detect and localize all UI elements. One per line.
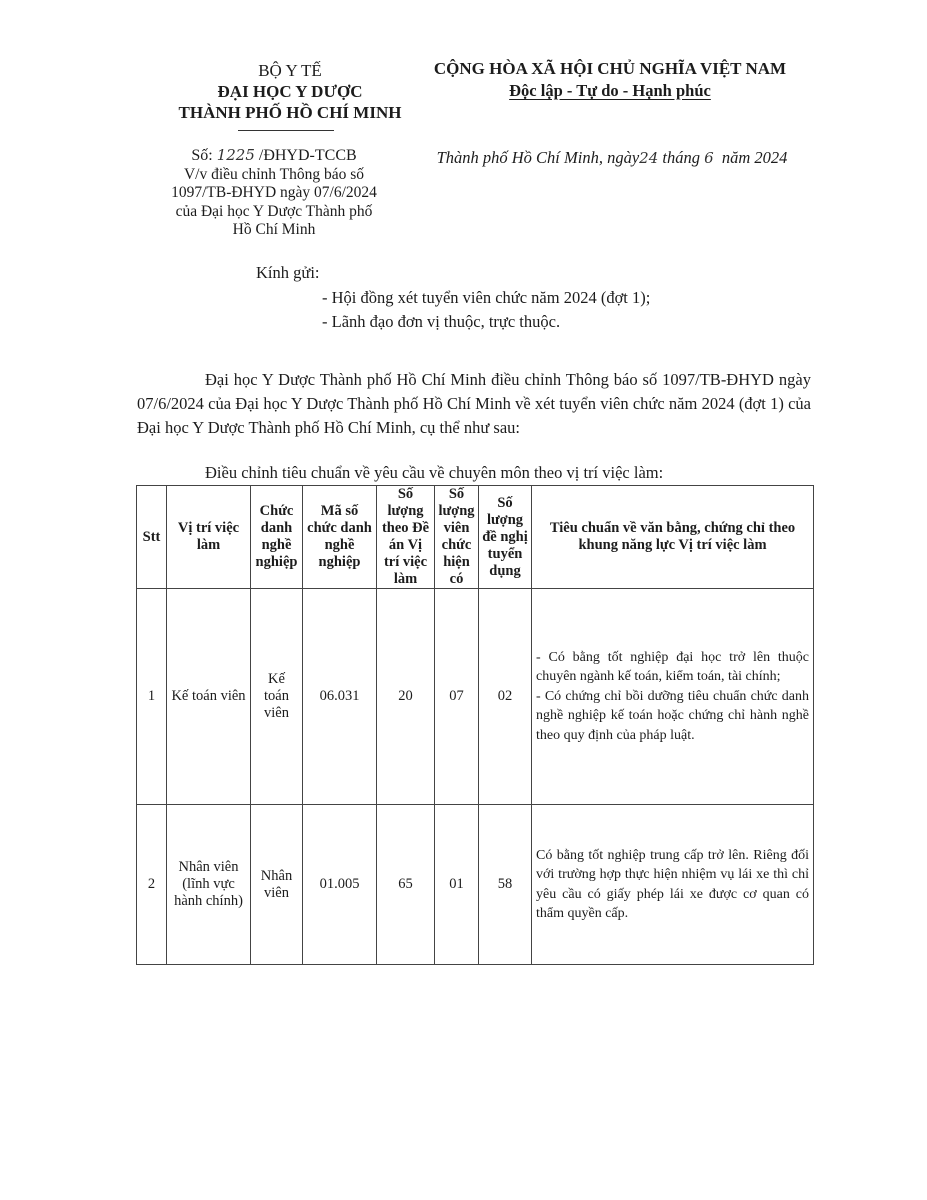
header-divider [238, 130, 334, 131]
cell-planned: 20 [377, 589, 435, 805]
recipient-item: - Lãnh đạo đơn vị thuộc, trực thuộc. [322, 312, 561, 331]
cell-stt: 2 [137, 805, 167, 965]
national-header [410, 58, 810, 102]
issuer-header [150, 60, 430, 123]
university-name-line1: ĐẠI HỌC Y DƯỢC [217, 82, 363, 101]
recipient-item: - Hội đồng xét tuyển viên chức năm 2024 (đợt 1); [322, 288, 651, 307]
subject-line: 1097/TB-ĐHYD ngày 07/6/2024 [171, 184, 377, 201]
standard-item: Có bằng tốt nghiệp trung cấp trở lên. Riêng đối với trường hợp thực hiện nhiệm vụ lái xe thì chỉ yêu cầu có giấy phép lái xe được cơ quan có thẩm quyền cấp. [536, 847, 809, 921]
standard-item: - Có chứng chỉ bồi dưỡng tiêu chuẩn chức danh nghề nghiệp kế toán hoặc chứng chỉ hành nghề theo quy định của pháp luật. [536, 688, 809, 743]
cell-proposed: 02 [479, 589, 532, 805]
cell-current: 07 [435, 589, 479, 805]
header-planned: Số lượng theo Đề án Vị trí việc làm [377, 486, 435, 589]
cell-code: 01.005 [303, 805, 377, 965]
document-reference [128, 146, 420, 240]
subject-line: V/v điều chỉnh Thông báo số [183, 165, 365, 183]
cell-stt: 1 [137, 589, 167, 805]
cell-standard [532, 589, 814, 805]
cell-code: 06.031 [303, 589, 377, 805]
cell-standard [532, 805, 814, 965]
adjustment-intro: Điều chỉnh tiêu chuẩn về yêu cầu về chuyên môn theo vị trí việc làm: [205, 463, 664, 482]
document-number [128, 146, 420, 166]
year-label: năm 2024 [721, 148, 788, 167]
table-header-row [137, 486, 814, 589]
header-standard: Tiêu chuẩn về văn bằng, chứng chỉ theo khung năng lực Vị trí việc làm [532, 486, 814, 589]
standard-item: - Có bằng tốt nghiệp đại học trở lên thuộc chuyên ngành kế toán, kiểm toán, tài chính; [536, 649, 809, 685]
number-suffix: /ĐHYD-TCCB [258, 147, 357, 164]
handwritten-number: 1225 [216, 146, 255, 164]
header-code: Mã số chức danh nghề nghiệp [303, 486, 377, 589]
header-stt: Stt [137, 486, 167, 589]
subject-line: của Đại học Y Dược Thành phố [175, 202, 373, 220]
table-row [137, 589, 814, 805]
greeting: Kính gửi: [256, 263, 320, 282]
cell-proposed: 58 [479, 805, 532, 965]
header-position: Vị trí việc làm [167, 486, 251, 589]
ministry-name: BỘ Y TẾ [258, 61, 322, 80]
month-label: tháng [662, 148, 700, 167]
cell-current: 01 [435, 805, 479, 965]
issue-date [412, 148, 812, 168]
cell-position: Kế toán viên [167, 589, 251, 805]
table-row [137, 805, 814, 965]
nation-title: CỘNG HÒA XÃ HỘI CHỦ NGHĨA VIỆT NAM [433, 59, 787, 78]
handwritten-day: 24 [639, 149, 659, 167]
job-standards-table [136, 485, 814, 965]
university-name-line2: THÀNH PHỐ HỒ CHÍ MINH [178, 103, 402, 122]
header-current: Số lượng viên chức hiện có [435, 486, 479, 589]
cell-planned: 65 [377, 805, 435, 965]
date-place: Thành phố Hồ Chí Minh, ngày [436, 148, 640, 167]
header-title: Chức danh nghề nghiệp [251, 486, 303, 589]
cell-position: Nhân viên (lĩnh vực hành chính) [167, 805, 251, 965]
body-paragraph: Đại học Y Dược Thành phố Hồ Chí Minh điều chỉnh Thông báo số 1097/TB-ĐHYD ngày 07/6/2024 của Đại học Y Dược Thành phố Hồ Chí Minh về xét tuyển viên chức năm 2024 (đợt 1) của Đại học Y Dược Thành phố Hồ Chí Minh, cụ thể như sau: [137, 370, 811, 437]
national-motto: Độc lập - Tự do - Hạnh phúc [509, 81, 711, 100]
cell-title: Nhân viên [251, 805, 303, 965]
handwritten-month: 6 [704, 149, 714, 167]
cell-title: Kế toán viên [251, 589, 303, 805]
subject-line: Hồ Chí Minh [232, 221, 316, 238]
number-prefix: Số: [191, 147, 213, 164]
header-proposed: Số lượng đề nghị tuyển dụng [479, 486, 532, 589]
